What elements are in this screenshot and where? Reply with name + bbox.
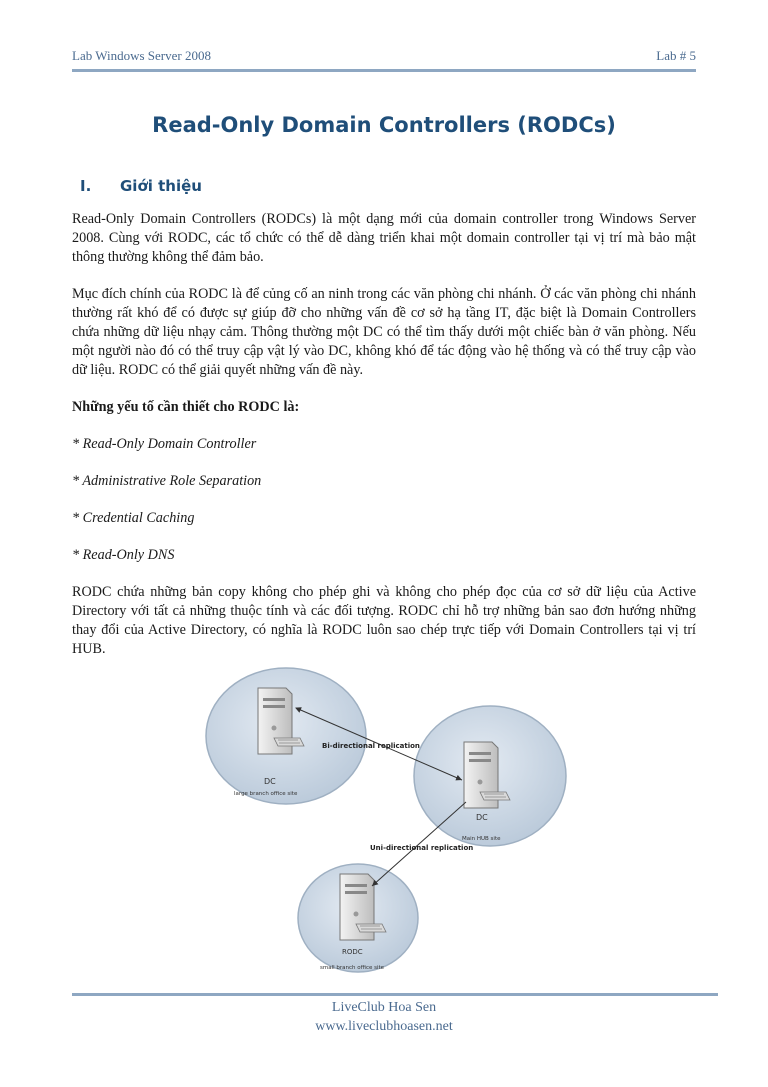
replication-diagram bbox=[200, 664, 576, 978]
requirement-item: * Read-Only Domain Controller bbox=[72, 436, 257, 452]
site-large-branch-label: large branch office site bbox=[234, 791, 298, 797]
requirements-heading: Những yếu tố cần thiết cho RODC là: bbox=[72, 399, 300, 415]
section-number: I. bbox=[80, 177, 92, 195]
unidirectional-arrow-label: Uni-directional replication bbox=[370, 844, 474, 852]
site-large-branch-server-label: DC bbox=[264, 777, 276, 786]
header-left-text: Lab Windows Server 2008 bbox=[72, 48, 211, 63]
site-small-branch bbox=[298, 864, 418, 972]
page-header bbox=[72, 44, 696, 68]
bidirectional-arrow-label: Bi-directional replication bbox=[322, 742, 420, 750]
paragraph-replication: RODC chứa những bản copy không cho phép ghi và không cho phép đọc của cơ sở dữ liệu của Active Directory với tất cả những thuộc tính và các đối tượng. RODC chỉ hỗ trợ những bản sao đơn hướng những thay đổi của Active Directory, có nghĩa là RODC luôn sao chép trực tiếp với Domain Controllers tại vị trí HUB. bbox=[72, 584, 696, 657]
requirement-item: * Credential Caching bbox=[72, 510, 195, 526]
site-main-hub bbox=[414, 706, 566, 846]
section-title: Giới thiệu bbox=[120, 177, 202, 195]
site-large-branch bbox=[206, 668, 366, 804]
requirement-item: * Administrative Role Separation bbox=[72, 473, 262, 489]
paragraph-intro: Read-Only Domain Controllers (RODCs) là một dạng mới của domain controller trong Windows Server 2008. Cùng với RODC, các tổ chức có thể dễ dàng triển khai một domain controller tại vị trí mà bảo mật thông thường không thể đảm bảo. bbox=[72, 211, 696, 265]
requirement-item: * Read-Only DNS bbox=[72, 547, 175, 563]
header-right-text: Lab # 5 bbox=[656, 48, 696, 63]
site-main-hub-label: Main HUB site bbox=[462, 836, 501, 842]
header-divider bbox=[72, 69, 696, 72]
section-heading bbox=[80, 177, 202, 195]
site-main-hub-server-label: DC bbox=[476, 813, 488, 822]
page-footer bbox=[0, 998, 768, 1036]
site-small-branch-label: small branch office site bbox=[320, 965, 385, 971]
footer-website: www.liveclubhoasen.net bbox=[315, 1019, 453, 1034]
site-small-branch-server-label: RODC bbox=[342, 948, 363, 956]
body-content bbox=[72, 210, 696, 677]
footer-divider bbox=[72, 993, 718, 996]
document-title: Read-Only Domain Controllers (RODCs) bbox=[152, 113, 616, 137]
footer-org-name: LiveClub Hoa Sen bbox=[331, 1000, 437, 1015]
paragraph-purpose: Mục đích chính của RODC là để củng cố an ninh trong các văn phòng chi nhánh. Ở các văn phòng chi nhánh thường rất khó để có được sự giúp đỡ cho những vấn đề cơ sở hạ tầng IT, đặc biệt là Domain Controllers chứa những dữ liệu nhạy cảm. Thông thường một DC có thể tìm thấy dưới một chiếc bàn ở văn phòng. Nếu một người nào đó có thể truy cập vật lý vào DC, không khó để tác động vào hệ thống và có thể truy cập vào dữ liệu. RODC có thể giải quyết những vấn đề này. bbox=[72, 286, 696, 378]
